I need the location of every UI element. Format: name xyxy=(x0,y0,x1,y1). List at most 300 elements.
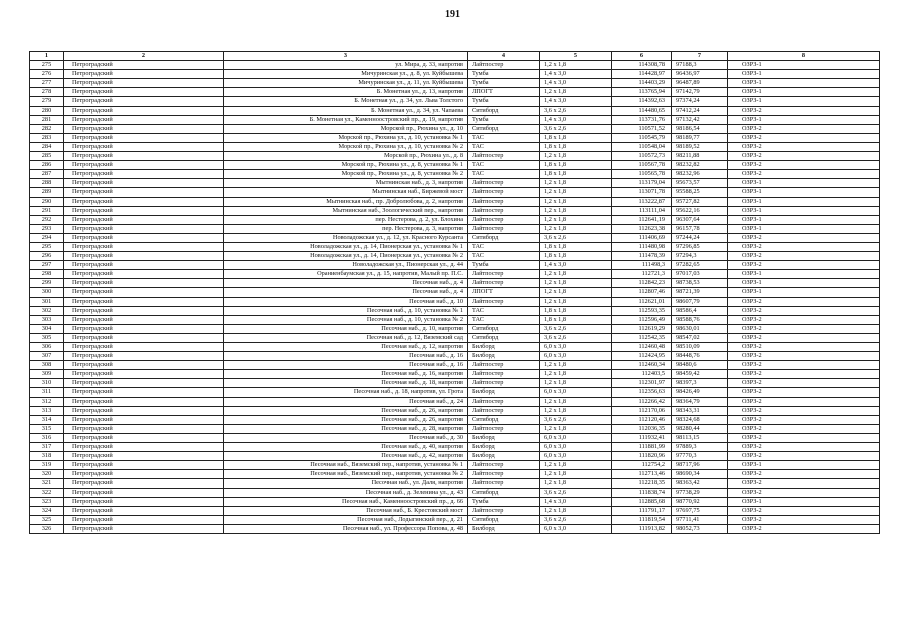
cell-district: Петроградский xyxy=(64,79,224,88)
cell-coord-y: 98397,3 xyxy=(672,379,728,388)
cell-coord-y: 97738,29 xyxy=(672,488,728,497)
cell-coord-x: 112266,42 xyxy=(612,397,672,406)
cell-coord-x: 111480,98 xyxy=(612,242,672,251)
cell-address: Новоладожская ул., д. 14, Пионерская ул., установка № 1 xyxy=(224,242,468,251)
cell-zone: ОЗРЗ-1 xyxy=(728,188,880,197)
cell-size: 1,8 х 1,8 xyxy=(540,142,612,151)
cell-district: Петроградский xyxy=(64,379,224,388)
cell-coord-x: 112842,23 xyxy=(612,279,672,288)
cell-zone: ОЗРЗ-2 xyxy=(728,170,880,179)
cell-address: Песочная наб., ул. Даля, напротив xyxy=(224,479,468,488)
cell-zone: ОЗРЗ-2 xyxy=(728,506,880,515)
table-row xyxy=(30,433,880,442)
cell-structure-type: Тумба xyxy=(468,261,540,270)
cell-district: Петроградский xyxy=(64,233,224,242)
cell-coord-y: 98186,54 xyxy=(672,124,728,133)
cell-row-number: 297 xyxy=(30,261,64,270)
cell-structure-type: ТАС xyxy=(468,252,540,261)
cell-size: 3,6 х 2,6 xyxy=(540,106,612,115)
cell-coord-x: 112623,38 xyxy=(612,224,672,233)
table-row xyxy=(30,379,880,388)
cell-district: Петроградский xyxy=(64,443,224,452)
cell-size: 1,2 х 1,8 xyxy=(540,197,612,206)
table-row xyxy=(30,415,880,424)
cell-coord-y: 97770,3 xyxy=(672,452,728,461)
cell-structure-type: Лайтпостер xyxy=(468,270,540,279)
cell-coord-y: 98324,68 xyxy=(672,415,728,424)
cell-district: Петроградский xyxy=(64,424,224,433)
cell-address: Песочная наб., д. 26, напротив xyxy=(224,406,468,415)
cell-structure-type: Лайтпостер xyxy=(468,361,540,370)
cell-size: 1,2 х 1,8 xyxy=(540,506,612,515)
table-row xyxy=(30,488,880,497)
cell-size: 3,6 х 2,6 xyxy=(540,124,612,133)
table-row xyxy=(30,188,880,197)
cell-row-number: 287 xyxy=(30,170,64,179)
table-row xyxy=(30,106,880,115)
cell-row-number: 278 xyxy=(30,88,64,97)
cell-structure-type: Лайтпостер xyxy=(468,479,540,488)
cell-size: 3,6 х 2,6 xyxy=(540,324,612,333)
cell-coord-y: 98607,79 xyxy=(672,297,728,306)
cell-size: 3,6 х 2,6 xyxy=(540,415,612,424)
cell-coord-x: 111406,69 xyxy=(612,233,672,242)
cell-zone: ОЗРЗ-2 xyxy=(728,361,880,370)
cell-structure-type: Лайтпостер xyxy=(468,61,540,70)
cell-district: Петроградский xyxy=(64,297,224,306)
cell-address: Песочная наб., Вяземский пер., напротив, установка № 1 xyxy=(224,461,468,470)
cell-row-number: 301 xyxy=(30,297,64,306)
cell-coord-x: 112036,35 xyxy=(612,424,672,433)
cell-row-number: 277 xyxy=(30,79,64,88)
table-row xyxy=(30,315,880,324)
table-row xyxy=(30,297,880,306)
cell-coord-y: 97889,3 xyxy=(672,443,728,452)
cell-structure-type: Ситиборд xyxy=(468,488,540,497)
cell-coord-x: 112754,2 xyxy=(612,461,672,470)
cell-coord-x: 111820,96 xyxy=(612,452,672,461)
cell-coord-x: 111913,82 xyxy=(612,524,672,533)
cell-row-number: 305 xyxy=(30,333,64,342)
cell-address: Песочная наб., д. 10, установка № 1 xyxy=(224,306,468,315)
cell-row-number: 315 xyxy=(30,424,64,433)
table-row xyxy=(30,506,880,515)
cell-size: 1,2 х 1,8 xyxy=(540,206,612,215)
cell-zone: ОЗРЗ-2 xyxy=(728,233,880,242)
cell-row-number: 289 xyxy=(30,188,64,197)
table-row xyxy=(30,424,880,433)
cell-address: Песочная наб., д. 12, Вяземский сад xyxy=(224,333,468,342)
cell-address: Песочная наб., д. 42, напротив xyxy=(224,452,468,461)
cell-coord-x: 112807,46 xyxy=(612,288,672,297)
table-row xyxy=(30,61,880,70)
cell-row-number: 300 xyxy=(30,288,64,297)
cell-address: пер. Нестерова, д. 3, напротив xyxy=(224,224,468,233)
cell-coord-x: 111791,17 xyxy=(612,506,672,515)
cell-zone: ОЗРЗ-1 xyxy=(728,197,880,206)
column-header: 4 xyxy=(468,52,540,61)
table-body xyxy=(30,61,880,534)
cell-coord-y: 95622,16 xyxy=(672,206,728,215)
table-row xyxy=(30,479,880,488)
table-row xyxy=(30,306,880,315)
cell-row-number: 302 xyxy=(30,306,64,315)
cell-district: Петроградский xyxy=(64,152,224,161)
cell-address: Мытнинская наб., Зоологический пер., напротив xyxy=(224,206,468,215)
cell-coord-x: 110565,78 xyxy=(612,170,672,179)
cell-coord-y: 95673,57 xyxy=(672,179,728,188)
cell-coord-y: 97188,3 xyxy=(672,61,728,70)
cell-coord-x: 114480,65 xyxy=(612,106,672,115)
cell-zone: ОЗРЗ-2 xyxy=(728,488,880,497)
cell-size: 1,8 х 1,8 xyxy=(540,315,612,324)
cell-structure-type: Билборд xyxy=(468,343,540,352)
cell-size: 1,2 х 1,8 xyxy=(540,61,612,70)
table-row xyxy=(30,361,880,370)
cell-coord-x: 112301,97 xyxy=(612,379,672,388)
table-row xyxy=(30,343,880,352)
table-row xyxy=(30,452,880,461)
cell-size: 1,4 х 3,0 xyxy=(540,497,612,506)
cell-size: 6,0 х 3,0 xyxy=(540,388,612,397)
cell-row-number: 295 xyxy=(30,242,64,251)
cell-coord-y: 98448,76 xyxy=(672,352,728,361)
cell-size: 1,2 х 1,8 xyxy=(540,288,612,297)
cell-zone: ОЗРЗ-2 xyxy=(728,379,880,388)
cell-row-number: 299 xyxy=(30,279,64,288)
cell-zone: ОЗРЗ-2 xyxy=(728,397,880,406)
table-row xyxy=(30,233,880,242)
cell-row-number: 303 xyxy=(30,315,64,324)
cell-district: Петроградский xyxy=(64,306,224,315)
cell-coord-y: 97017,03 xyxy=(672,270,728,279)
cell-row-number: 276 xyxy=(30,70,64,79)
cell-district: Петроградский xyxy=(64,124,224,133)
table-row xyxy=(30,324,880,333)
cell-zone: ОЗРЗ-2 xyxy=(728,161,880,170)
cell-coord-y: 98690,34 xyxy=(672,470,728,479)
cell-address: Песочная наб., д. 18, напротив, ул. Грота xyxy=(224,388,468,397)
cell-zone: ОЗРЗ-2 xyxy=(728,142,880,151)
cell-coord-y: 97711,41 xyxy=(672,515,728,524)
cell-zone: ОЗРЗ-2 xyxy=(728,106,880,115)
cell-district: Петроградский xyxy=(64,515,224,524)
cell-address: Песочная наб., Лодыгинский пер., д. 21 xyxy=(224,515,468,524)
table-row xyxy=(30,370,880,379)
cell-row-number: 312 xyxy=(30,397,64,406)
cell-coord-x: 110571,52 xyxy=(612,124,672,133)
cell-row-number: 310 xyxy=(30,379,64,388)
cell-structure-type: Билборд xyxy=(468,452,540,461)
cell-coord-x: 112641,19 xyxy=(612,215,672,224)
cell-zone: ОЗРЗ-1 xyxy=(728,79,880,88)
page-number: 191 xyxy=(445,9,460,20)
cell-coord-x: 112218,35 xyxy=(612,479,672,488)
cell-coord-x: 112460,34 xyxy=(612,361,672,370)
cell-coord-x: 114403,29 xyxy=(612,79,672,88)
table-row xyxy=(30,133,880,142)
cell-district: Петроградский xyxy=(64,179,224,188)
cell-coord-y: 98113,15 xyxy=(672,433,728,442)
cell-structure-type: Лайтпостер xyxy=(468,279,540,288)
cell-size: 1,2 х 1,8 xyxy=(540,152,612,161)
cell-zone: ОЗРЗ-2 xyxy=(728,324,880,333)
cell-coord-y: 98232,96 xyxy=(672,170,728,179)
table-row xyxy=(30,142,880,151)
cell-size: 6,0 х 3,0 xyxy=(540,433,612,442)
cell-district: Петроградский xyxy=(64,324,224,333)
cell-size: 6,0 х 3,0 xyxy=(540,343,612,352)
cell-coord-x: 111838,74 xyxy=(612,488,672,497)
table-row xyxy=(30,115,880,124)
cell-structure-type: ТАС xyxy=(468,306,540,315)
cell-coord-y: 97244,24 xyxy=(672,233,728,242)
cell-structure-type: Лайтпостер xyxy=(468,179,540,188)
cell-district: Петроградский xyxy=(64,315,224,324)
cell-zone: ОЗРЗ-2 xyxy=(728,343,880,352)
cell-address: Песочная наб., д. 16 xyxy=(224,361,468,370)
cell-row-number: 317 xyxy=(30,443,64,452)
cell-zone: ОЗРЗ-2 xyxy=(728,415,880,424)
table-row xyxy=(30,461,880,470)
cell-coord-x: 110572,73 xyxy=(612,152,672,161)
cell-row-number: 293 xyxy=(30,224,64,233)
cell-structure-type: ТАС xyxy=(468,315,540,324)
cell-size: 1,2 х 1,8 xyxy=(540,188,612,197)
table-row xyxy=(30,97,880,106)
cell-size: 1,2 х 1,8 xyxy=(540,270,612,279)
cell-structure-type: Тумба xyxy=(468,70,540,79)
table-row xyxy=(30,270,880,279)
cell-zone: ОЗРЗ-1 xyxy=(728,497,880,506)
cell-size: 1,8 х 1,8 xyxy=(540,306,612,315)
cell-district: Петроградский xyxy=(64,279,224,288)
cell-district: Петроградский xyxy=(64,252,224,261)
cell-row-number: 316 xyxy=(30,433,64,442)
cell-address: Мытнинская наб., д. 3, напротив xyxy=(224,179,468,188)
cell-address: Песочная наб., д. 28, напротив xyxy=(224,424,468,433)
cell-address: Морской пр., Рюхина ул., д. 8, установка № 2 xyxy=(224,170,468,179)
cell-row-number: 320 xyxy=(30,470,64,479)
cell-address: Песочная наб., д. Зеленина ул., д. 43 xyxy=(224,488,468,497)
cell-coord-x: 111932,41 xyxy=(612,433,672,442)
cell-district: Петроградский xyxy=(64,524,224,533)
cell-row-number: 288 xyxy=(30,179,64,188)
cell-coord-y: 95588,25 xyxy=(672,188,728,197)
cell-structure-type: Ситиборд xyxy=(468,415,540,424)
table-row xyxy=(30,388,880,397)
cell-coord-x: 113765,94 xyxy=(612,88,672,97)
cell-row-number: 318 xyxy=(30,452,64,461)
cell-coord-y: 96487,89 xyxy=(672,79,728,88)
cell-structure-type: Лайтпостер xyxy=(468,215,540,224)
cell-zone: ОЗРЗ-1 xyxy=(728,461,880,470)
cell-district: Петроградский xyxy=(64,288,224,297)
cell-address: Песочная наб., д. 24 xyxy=(224,397,468,406)
table-row xyxy=(30,288,880,297)
cell-coord-y: 96436,97 xyxy=(672,70,728,79)
cell-zone: ОЗРЗ-2 xyxy=(728,124,880,133)
cell-coord-x: 110545,79 xyxy=(612,133,672,142)
cell-zone: ОЗРЗ-1 xyxy=(728,279,880,288)
cell-address: Песочная наб., д. 30 xyxy=(224,433,468,442)
cell-structure-type: Ситиборд xyxy=(468,333,540,342)
cell-address: Б. Монетная ул., Каменноостровский пр., д. 19, напротив xyxy=(224,115,468,124)
cell-zone: ОЗРЗ-2 xyxy=(728,297,880,306)
cell-row-number: 280 xyxy=(30,106,64,115)
table-row xyxy=(30,79,880,88)
cell-row-number: 306 xyxy=(30,343,64,352)
cell-zone: ОЗРЗ-1 xyxy=(728,115,880,124)
cell-coord-y: 98232,82 xyxy=(672,161,728,170)
cell-zone: ОЗРЗ-2 xyxy=(728,370,880,379)
cell-address: Песочная наб., д. 16, напротив xyxy=(224,370,468,379)
cell-address: Мытнинская наб., Биржевой мост xyxy=(224,188,468,197)
table-row xyxy=(30,279,880,288)
cell-address: Морской пр., Рюхина ул., д. 8 xyxy=(224,152,468,161)
cell-structure-type: Лайтпостер xyxy=(468,461,540,470)
table-row xyxy=(30,161,880,170)
cell-structure-type: Тумба xyxy=(468,97,540,106)
cell-coord-y: 98717,96 xyxy=(672,461,728,470)
cell-size: 6,0 х 3,0 xyxy=(540,524,612,533)
cell-coord-x: 113111,04 xyxy=(612,206,672,215)
cell-coord-x: 112403,5 xyxy=(612,370,672,379)
cell-structure-type: Билборд xyxy=(468,524,540,533)
cell-row-number: 294 xyxy=(30,233,64,242)
cell-district: Петроградский xyxy=(64,397,224,406)
cell-coord-x: 111819,54 xyxy=(612,515,672,524)
cell-district: Петроградский xyxy=(64,170,224,179)
cell-coord-x: 111478,39 xyxy=(612,252,672,261)
cell-row-number: 309 xyxy=(30,370,64,379)
cell-size: 1,2 х 1,8 xyxy=(540,461,612,470)
cell-structure-type: ТАС xyxy=(468,242,540,251)
table-row xyxy=(30,206,880,215)
cell-size: 1,8 х 1,8 xyxy=(540,133,612,142)
cell-coord-x: 112596,49 xyxy=(612,315,672,324)
cell-zone: ОЗРЗ-2 xyxy=(728,352,880,361)
cell-structure-type: Ситиборд xyxy=(468,124,540,133)
cell-zone: ОЗРЗ-2 xyxy=(728,133,880,142)
cell-coord-y: 97697,75 xyxy=(672,506,728,515)
cell-structure-type: Ситиборд xyxy=(468,233,540,242)
cell-district: Петроградский xyxy=(64,433,224,442)
cell-structure-type: Лайтпостер xyxy=(468,379,540,388)
cell-row-number: 285 xyxy=(30,152,64,161)
cell-address: Песочная наб., д. 16 xyxy=(224,352,468,361)
cell-size: 1,2 х 1,8 xyxy=(540,224,612,233)
cell-district: Петроградский xyxy=(64,106,224,115)
cell-district: Петроградский xyxy=(64,406,224,415)
cell-zone: ОЗРЗ-2 xyxy=(728,333,880,342)
cell-size: 1,2 х 1,8 xyxy=(540,215,612,224)
cell-row-number: 308 xyxy=(30,361,64,370)
cell-structure-type: Лайтпостер xyxy=(468,424,540,433)
cell-row-number: 314 xyxy=(30,415,64,424)
cell-size: 1,8 х 1,8 xyxy=(540,252,612,261)
column-header: 8 xyxy=(728,52,880,61)
cell-size: 1,2 х 1,8 xyxy=(540,479,612,488)
cell-coord-y: 98721,39 xyxy=(672,288,728,297)
cell-address: пер. Нестерова, д. 2, ул. Блохина xyxy=(224,215,468,224)
cell-coord-y: 98189,77 xyxy=(672,133,728,142)
table-row xyxy=(30,197,880,206)
cell-address: Песочная наб., д. 4 xyxy=(224,288,468,297)
column-header: 7 xyxy=(672,52,728,61)
cell-row-number: 311 xyxy=(30,388,64,397)
cell-structure-type: Ситиборд xyxy=(468,515,540,524)
cell-coord-y: 98189,52 xyxy=(672,142,728,151)
cell-row-number: 323 xyxy=(30,497,64,506)
cell-structure-type: Тумба xyxy=(468,115,540,124)
cell-coord-x: 113731,76 xyxy=(612,115,672,124)
cell-structure-type: Лайтпостер xyxy=(468,188,540,197)
cell-zone: ОЗРЗ-1 xyxy=(728,224,880,233)
cell-size: 3,6 х 2,6 xyxy=(540,233,612,242)
cell-structure-type: Лайтпостер xyxy=(468,470,540,479)
cell-zone: ОЗРЗ-1 xyxy=(728,288,880,297)
cell-district: Петроградский xyxy=(64,370,224,379)
cell-address: ул. Мира, д. 33, напротив xyxy=(224,61,468,70)
cell-coord-y: 96307,64 xyxy=(672,215,728,224)
table-row xyxy=(30,515,880,524)
cell-address: Морской пр., Рюхина ул., д. 8, установка № 1 xyxy=(224,161,468,170)
cell-row-number: 322 xyxy=(30,488,64,497)
cell-row-number: 279 xyxy=(30,97,64,106)
cell-zone: ОЗРЗ-1 xyxy=(728,70,880,79)
cell-district: Петроградский xyxy=(64,215,224,224)
cell-address: Морской пр., Рюхина ул., д. 10 xyxy=(224,124,468,133)
cell-district: Петроградский xyxy=(64,506,224,515)
cell-zone: ОЗРЗ-2 xyxy=(728,152,880,161)
column-header: 1 xyxy=(30,52,64,61)
cell-coord-y: 98738,53 xyxy=(672,279,728,288)
cell-coord-y: 95727,82 xyxy=(672,197,728,206)
table-row xyxy=(30,352,880,361)
column-header: 6 xyxy=(612,52,672,61)
cell-address: Ораниенбаумская ул., д. 15, напротив, Малый пр. П.С. xyxy=(224,270,468,279)
cell-zone: ОЗРЗ-2 xyxy=(728,261,880,270)
cell-structure-type: Билборд xyxy=(468,388,540,397)
cell-address: Б. Монетная ул., д. 34, ул. Чапаева xyxy=(224,106,468,115)
cell-district: Петроградский xyxy=(64,142,224,151)
cell-size: 1,8 х 1,8 xyxy=(540,161,612,170)
cell-coord-y: 98547,02 xyxy=(672,333,728,342)
cell-zone: ОЗРЗ-2 xyxy=(728,388,880,397)
cell-coord-y: 98588,76 xyxy=(672,315,728,324)
table-row xyxy=(30,215,880,224)
cell-row-number: 282 xyxy=(30,124,64,133)
table-row xyxy=(30,152,880,161)
table-row xyxy=(30,261,880,270)
cell-coord-y: 97132,42 xyxy=(672,115,728,124)
cell-size: 6,0 х 3,0 xyxy=(540,443,612,452)
cell-address: Мытнинская наб., пр. Добролюбова, д. 2, напротив xyxy=(224,197,468,206)
cell-size: 1,2 х 1,8 xyxy=(540,397,612,406)
cell-zone: ОЗРЗ-2 xyxy=(728,443,880,452)
table-row xyxy=(30,252,880,261)
table-row xyxy=(30,333,880,342)
cell-zone: ОЗРЗ-1 xyxy=(728,206,880,215)
cell-size: 1,4 х 3,0 xyxy=(540,115,612,124)
cell-address: Песочная наб., Б. Крестовский мост xyxy=(224,506,468,515)
table-row xyxy=(30,406,880,415)
cell-district: Петроградский xyxy=(64,188,224,197)
cell-district: Петроградский xyxy=(64,361,224,370)
column-header: 3 xyxy=(224,52,468,61)
cell-zone: ОЗРЗ-1 xyxy=(728,61,880,70)
